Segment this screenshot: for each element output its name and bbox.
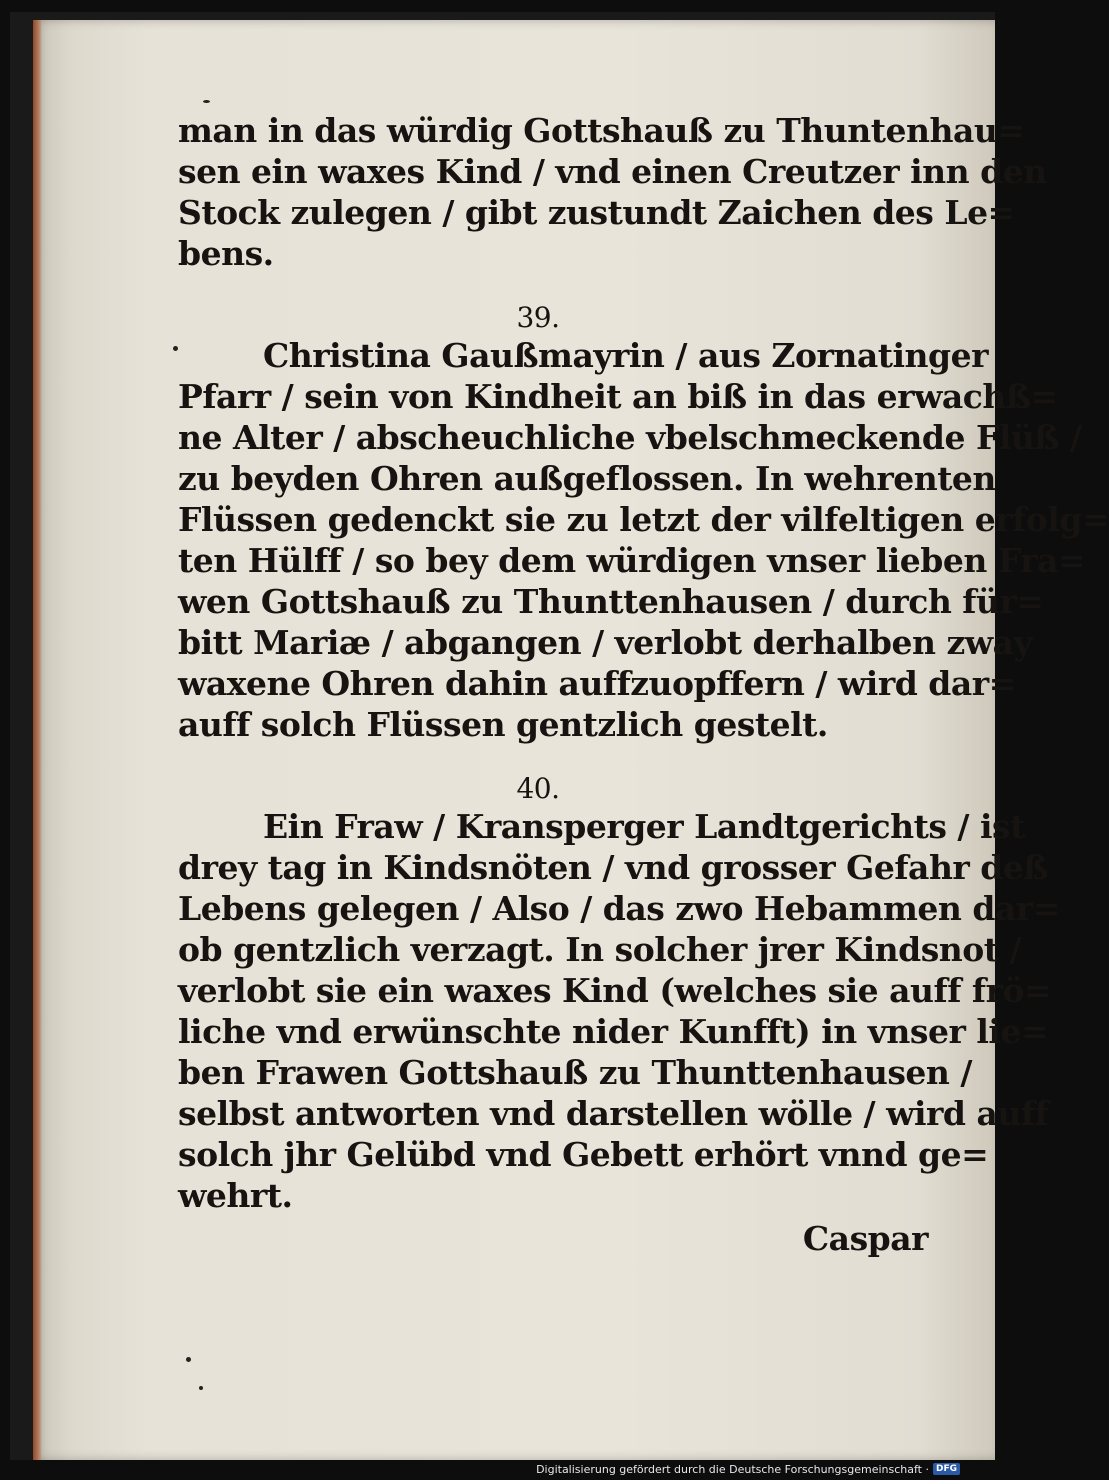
text-line: bitt Mariæ / abgangen / verlobt derhalben zway bbox=[178, 623, 1033, 662]
text-line: Stock zulegen / gibt zustundt Zaichen des Le= bbox=[178, 193, 1015, 232]
text-line: Christina Gaußmayrin / aus Zornatinger bbox=[263, 336, 988, 375]
ink-speck bbox=[203, 100, 210, 103]
funding-notice: Digitalisierung gefördert durch die Deutsche Forschungsgemeinschaft · bbox=[536, 1462, 929, 1476]
text-line: Flüssen gedenckt sie zu letzt der vilfeltigen erfolg= bbox=[178, 500, 1109, 539]
catchword: Caspar bbox=[802, 1219, 928, 1258]
text-line: Pfarr / sein von Kindheit an biß in das erwachß= bbox=[178, 377, 1058, 416]
text-line: waxene Ohren dahin auffzuopffern / wird dar= bbox=[178, 664, 1016, 703]
entry-number: 40. bbox=[516, 772, 560, 805]
text-line: man in das würdig Gottshauß zu Thuntenhau= bbox=[178, 111, 1025, 150]
text-line: Lebens gelegen / Also / das zwo Hebammen dar= bbox=[178, 889, 1060, 928]
text-line: Ein Fraw / Kransperger Landtgerichts / ist bbox=[263, 807, 1025, 846]
text-line: wen Gottshauß zu Thunttenhausen / durch für= bbox=[178, 582, 1044, 621]
text-line: ne Alter / abscheuchliche vbelschmeckende Flüß / bbox=[178, 418, 1082, 457]
text-line: liche vnd erwünschte nider Kunfft) in vnser lie= bbox=[178, 1012, 1049, 1051]
text-line: selbst antworten vnd darstellen wölle / wird auff bbox=[178, 1094, 1049, 1133]
text-line: wehrt. bbox=[178, 1176, 293, 1215]
text-line: drey tag in Kindsnöten / vnd grosser Gefahr deß bbox=[178, 848, 1048, 887]
page-edge bbox=[33, 20, 42, 1460]
dfg-logo-icon: DFG bbox=[933, 1463, 960, 1475]
text-line: bens. bbox=[178, 234, 274, 273]
footer bbox=[536, 1462, 960, 1476]
text-line: verlobt sie ein waxes Kind (welches sie auff frö= bbox=[178, 971, 1052, 1010]
text-line: ten Hülff / so bey dem würdigen vnser lieben Fra= bbox=[178, 541, 1086, 580]
text-line: auff solch Flüssen gentzlich gestelt. bbox=[178, 705, 828, 744]
text-line: solch jhr Gelübd vnd Gebett erhört vnnd ge= bbox=[178, 1135, 989, 1174]
entry-number: 39. bbox=[516, 301, 560, 334]
ink-speck bbox=[199, 1386, 203, 1390]
text-line: ben Frawen Gottshauß zu Thunttenhausen / bbox=[178, 1053, 972, 1092]
text-line: sen ein waxes Kind / vnd einen Creutzer inn den bbox=[178, 152, 1047, 191]
text-line: zu beyden Ohren außgeflossen. In wehrenten bbox=[178, 459, 996, 498]
ink-speck bbox=[186, 1357, 191, 1362]
text-line: ob gentzlich verzagt. In solcher jrer Kindsnot / bbox=[178, 930, 1022, 969]
page-text bbox=[178, 110, 1109, 1259]
